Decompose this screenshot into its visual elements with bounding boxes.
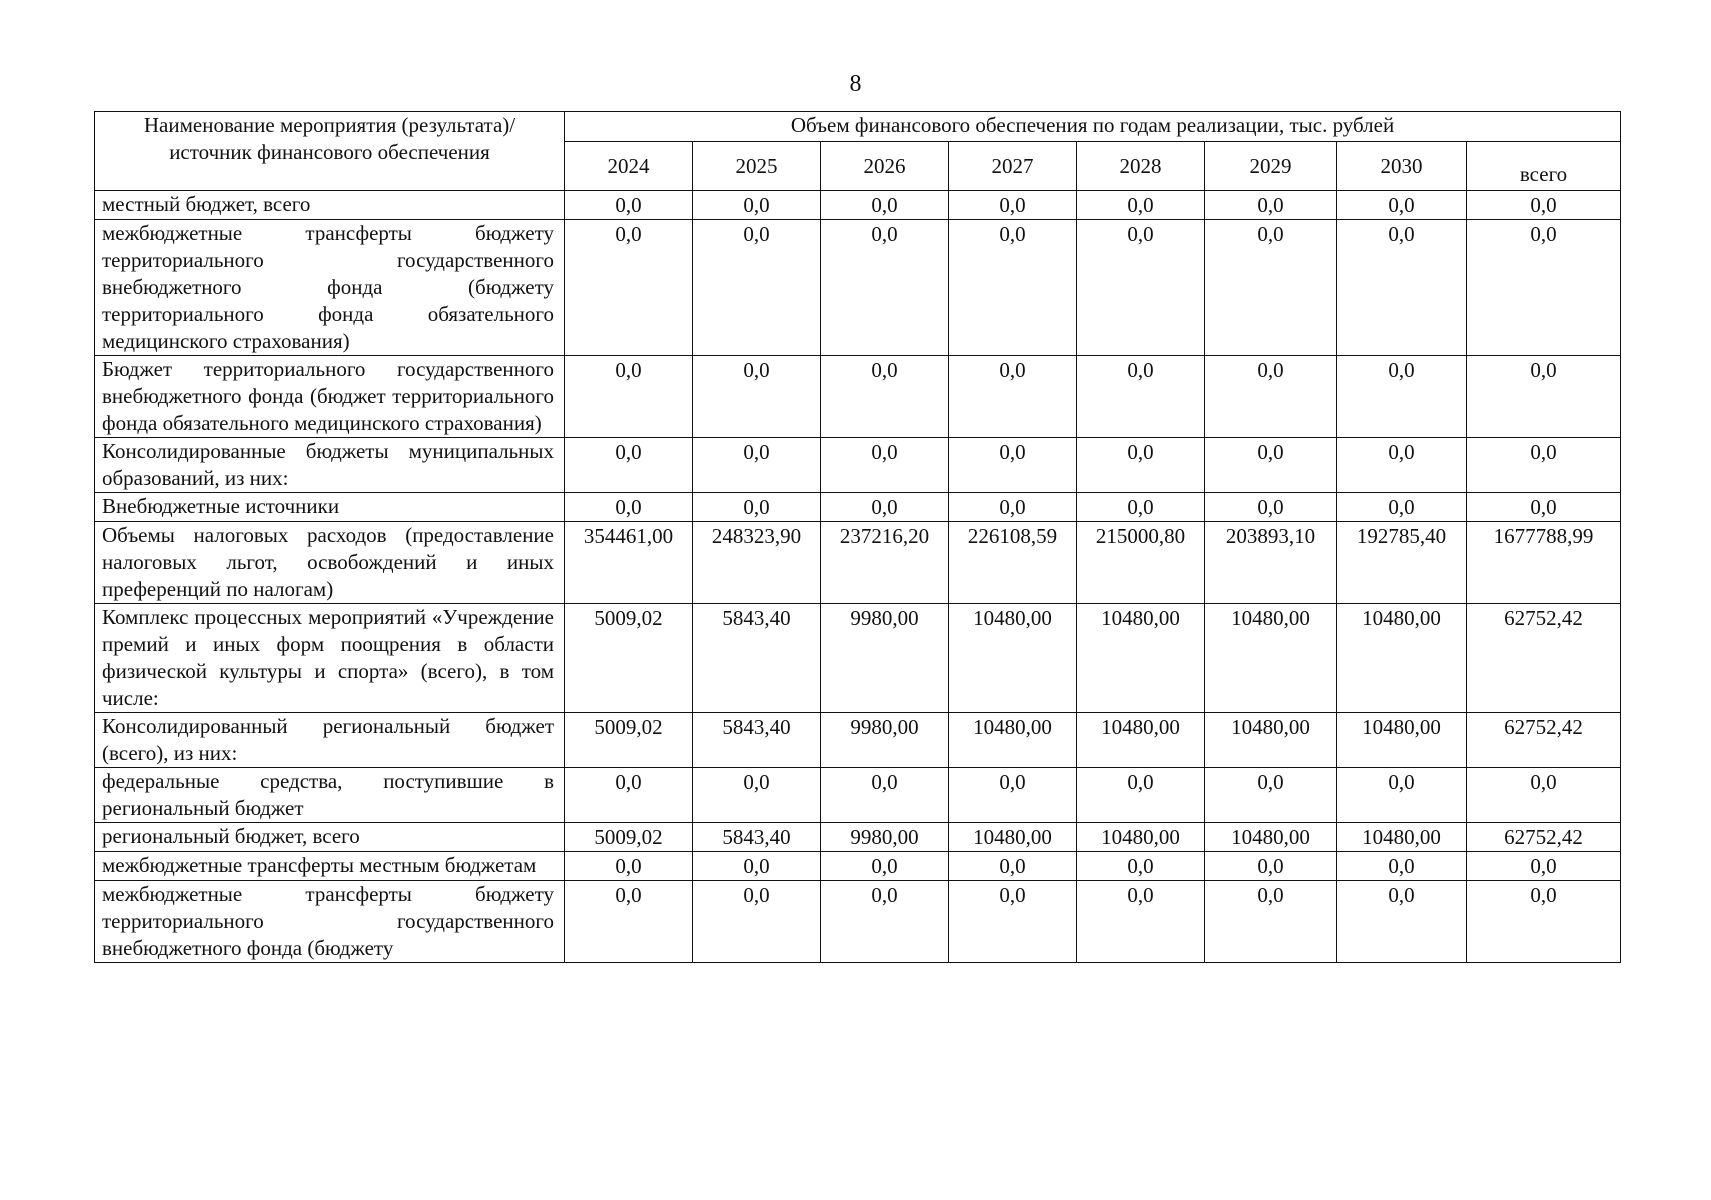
table-row xyxy=(95,604,1621,713)
row-value-cell: 0,0 xyxy=(1077,493,1205,522)
row-value-cell: 0,0 xyxy=(949,852,1077,881)
row-value-cell: 10480,00 xyxy=(1205,713,1337,768)
row-value-cell: 354461,00 xyxy=(565,522,693,604)
table-row xyxy=(95,522,1621,604)
row-value-cell: 0,0 xyxy=(693,493,821,522)
row-name-cell: межбюджетные трансферты местным бюджетам xyxy=(95,852,565,881)
row-value-cell: 248323,90 xyxy=(693,522,821,604)
table-row xyxy=(95,191,1621,220)
table-body xyxy=(95,191,1621,963)
row-value-cell: 0,0 xyxy=(565,191,693,220)
row-value-cell: 0,0 xyxy=(693,852,821,881)
table-row xyxy=(95,493,1621,522)
row-total-cell: 0,0 xyxy=(1467,852,1621,881)
row-value-cell: 10480,00 xyxy=(1077,823,1205,852)
row-value-cell: 0,0 xyxy=(821,438,949,493)
row-name-cell: Объемы налоговых расходов (предоставление налоговых льгот, освобождений и иных преференций по налогам) xyxy=(95,522,565,604)
row-value-cell: 5009,02 xyxy=(565,713,693,768)
header-year: 2025 xyxy=(693,142,821,191)
row-total-cell: 0,0 xyxy=(1467,768,1621,823)
row-value-cell: 10480,00 xyxy=(949,604,1077,713)
row-value-cell: 215000,80 xyxy=(1077,522,1205,604)
row-total-cell: 0,0 xyxy=(1467,881,1621,963)
table-row xyxy=(95,220,1621,356)
row-value-cell: 0,0 xyxy=(693,881,821,963)
row-value-cell: 0,0 xyxy=(949,356,1077,438)
row-value-cell: 0,0 xyxy=(1337,191,1467,220)
row-value-cell: 10480,00 xyxy=(1337,604,1467,713)
row-value-cell: 0,0 xyxy=(1337,220,1467,356)
row-value-cell: 0,0 xyxy=(1205,191,1337,220)
row-value-cell: 0,0 xyxy=(1077,768,1205,823)
row-value-cell: 0,0 xyxy=(1077,852,1205,881)
row-value-cell: 5843,40 xyxy=(693,604,821,713)
row-value-cell: 0,0 xyxy=(821,356,949,438)
row-value-cell: 0,0 xyxy=(565,768,693,823)
table-row xyxy=(95,823,1621,852)
row-value-cell: 0,0 xyxy=(1205,356,1337,438)
row-value-cell: 0,0 xyxy=(565,356,693,438)
row-value-cell: 0,0 xyxy=(821,220,949,356)
row-value-cell: 10480,00 xyxy=(1205,823,1337,852)
row-value-cell: 0,0 xyxy=(821,768,949,823)
row-value-cell: 0,0 xyxy=(949,438,1077,493)
row-value-cell: 0,0 xyxy=(949,881,1077,963)
row-value-cell: 0,0 xyxy=(565,881,693,963)
row-value-cell: 5843,40 xyxy=(693,713,821,768)
header-year: 2029 xyxy=(1205,142,1337,191)
row-name-cell: Консолидированный региональный бюджет (всего), из них: xyxy=(95,713,565,768)
row-value-cell: 0,0 xyxy=(693,220,821,356)
row-value-cell: 0,0 xyxy=(1337,881,1467,963)
row-value-cell: 9980,00 xyxy=(821,823,949,852)
header-year: 2026 xyxy=(821,142,949,191)
row-name-cell: региональный бюджет, всего xyxy=(95,823,565,852)
row-value-cell: 0,0 xyxy=(821,493,949,522)
table-row xyxy=(95,852,1621,881)
row-value-cell: 0,0 xyxy=(949,493,1077,522)
row-value-cell: 0,0 xyxy=(821,881,949,963)
row-value-cell: 0,0 xyxy=(693,356,821,438)
row-value-cell: 0,0 xyxy=(1205,493,1337,522)
row-name-cell: Консолидированные бюджеты муниципальных образований, из них: xyxy=(95,438,565,493)
row-value-cell: 0,0 xyxy=(1205,438,1337,493)
table-row xyxy=(95,356,1621,438)
row-total-cell: 62752,42 xyxy=(1467,604,1621,713)
row-total-cell: 62752,42 xyxy=(1467,713,1621,768)
header-group-title: Объем финансового обеспечения по годам реализации, тыс. рублей xyxy=(565,112,1621,142)
table-row xyxy=(95,438,1621,493)
row-value-cell: 0,0 xyxy=(1337,356,1467,438)
row-value-cell: 0,0 xyxy=(693,768,821,823)
row-value-cell: 0,0 xyxy=(1077,220,1205,356)
row-value-cell: 10480,00 xyxy=(949,713,1077,768)
row-total-cell: 0,0 xyxy=(1467,220,1621,356)
financing-table xyxy=(94,111,1621,963)
header-year: 2024 xyxy=(565,142,693,191)
row-value-cell: 0,0 xyxy=(565,493,693,522)
row-value-cell: 0,0 xyxy=(1205,852,1337,881)
table-header xyxy=(95,112,1621,191)
row-name-cell: межбюджетные трансферты бюджету территориального государственного внебюджетного фонда (бюджету территориального фонда обязательного медицинского страхования) xyxy=(95,220,565,356)
row-name-cell: Комплекс процессных мероприятий «Учреждение премий и иных форм поощрения в области физической культуры и спорта» (всего), в том числе: xyxy=(95,604,565,713)
row-value-cell: 5009,02 xyxy=(565,604,693,713)
row-value-cell: 0,0 xyxy=(565,220,693,356)
row-value-cell: 0,0 xyxy=(821,852,949,881)
row-value-cell: 0,0 xyxy=(1337,852,1467,881)
header-year: 2030 xyxy=(1337,142,1467,191)
row-value-cell: 0,0 xyxy=(565,852,693,881)
row-value-cell: 0,0 xyxy=(1337,768,1467,823)
row-value-cell: 0,0 xyxy=(949,191,1077,220)
row-value-cell: 226108,59 xyxy=(949,522,1077,604)
row-value-cell: 203893,10 xyxy=(1205,522,1337,604)
row-value-cell: 237216,20 xyxy=(821,522,949,604)
table-row xyxy=(95,768,1621,823)
row-value-cell: 0,0 xyxy=(821,191,949,220)
row-name-cell: межбюджетные трансферты бюджету территориального государственного внебюджетного фонда (бюджету xyxy=(95,881,565,963)
row-value-cell: 0,0 xyxy=(1337,438,1467,493)
row-value-cell: 0,0 xyxy=(949,220,1077,356)
row-value-cell: 10480,00 xyxy=(1077,713,1205,768)
row-value-cell: 10480,00 xyxy=(949,823,1077,852)
row-value-cell: 0,0 xyxy=(693,191,821,220)
page-number: 8 xyxy=(849,71,862,97)
row-value-cell: 10480,00 xyxy=(1205,604,1337,713)
row-value-cell: 0,0 xyxy=(1077,191,1205,220)
row-value-cell: 9980,00 xyxy=(821,604,949,713)
row-value-cell: 0,0 xyxy=(693,438,821,493)
table-row xyxy=(95,713,1621,768)
row-total-cell: 0,0 xyxy=(1467,356,1621,438)
header-name-column: Наименование мероприятия (результата)/источник финансового обеспечения xyxy=(95,112,565,191)
row-value-cell: 0,0 xyxy=(1077,438,1205,493)
table-row xyxy=(95,881,1621,963)
row-value-cell: 0,0 xyxy=(1205,881,1337,963)
row-name-cell: Бюджет территориального государственного внебюджетного фонда (бюджет территориального фонда обязательного медицинского страхования) xyxy=(95,356,565,438)
row-value-cell: 10480,00 xyxy=(1337,713,1467,768)
row-name-cell: местный бюджет, всего xyxy=(95,191,565,220)
row-total-cell: 0,0 xyxy=(1467,191,1621,220)
row-name-cell: федеральные средства, поступившие в региональный бюджет xyxy=(95,768,565,823)
row-total-cell: 0,0 xyxy=(1467,493,1621,522)
row-value-cell: 0,0 xyxy=(1205,220,1337,356)
header-year: 2027 xyxy=(949,142,1077,191)
row-name-cell: Внебюджетные источники xyxy=(95,493,565,522)
row-value-cell: 5843,40 xyxy=(693,823,821,852)
row-value-cell: 9980,00 xyxy=(821,713,949,768)
header-total: всего xyxy=(1467,142,1621,191)
header-row-group xyxy=(95,112,1621,142)
row-total-cell: 0,0 xyxy=(1467,438,1621,493)
row-value-cell: 0,0 xyxy=(565,438,693,493)
row-value-cell: 0,0 xyxy=(1205,768,1337,823)
row-total-cell: 1677788,99 xyxy=(1467,522,1621,604)
row-value-cell: 192785,40 xyxy=(1337,522,1467,604)
row-value-cell: 10480,00 xyxy=(1337,823,1467,852)
row-value-cell: 0,0 xyxy=(1077,356,1205,438)
row-value-cell: 0,0 xyxy=(1337,493,1467,522)
header-year: 2028 xyxy=(1077,142,1205,191)
row-value-cell: 0,0 xyxy=(1077,881,1205,963)
row-value-cell: 10480,00 xyxy=(1077,604,1205,713)
row-total-cell: 62752,42 xyxy=(1467,823,1621,852)
row-value-cell: 5009,02 xyxy=(565,823,693,852)
row-value-cell: 0,0 xyxy=(949,768,1077,823)
